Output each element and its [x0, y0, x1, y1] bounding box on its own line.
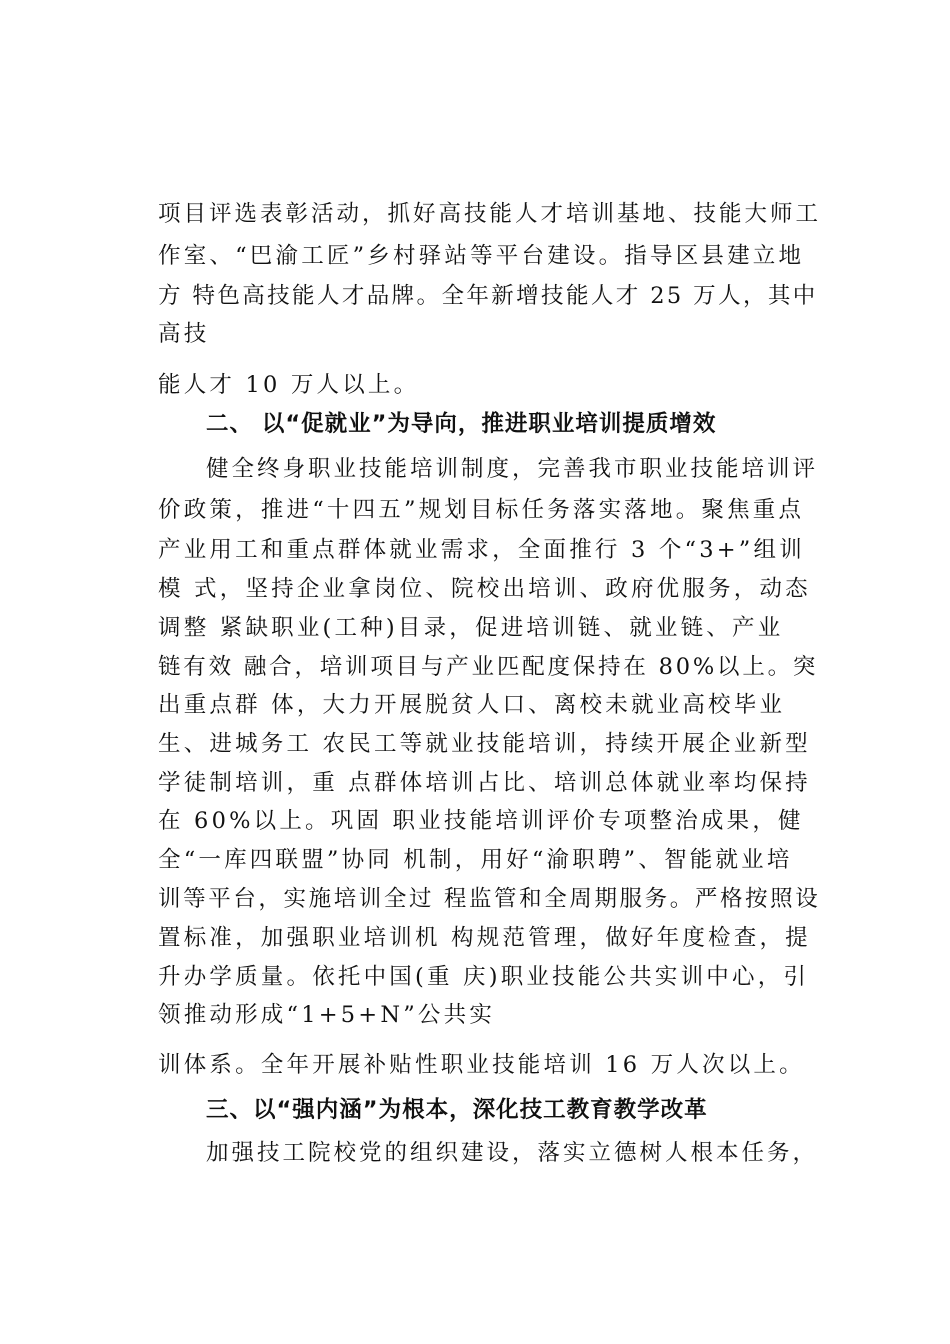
paragraph-2-line-5: 调整 紧缺职业(工种)目录，促进培训链、就业链、产业: [158, 615, 784, 641]
paragraph-2-line-4: 模 式，坚持企业拿岗位、院校出培训、政府优服务，动态: [158, 576, 811, 602]
paragraph-1-line-5: 能人才 10 万人以上。: [158, 372, 420, 398]
paragraph-1-line-3: 方 特色高技能人才品牌。全年新增技能人才 25 万人，其中: [158, 283, 818, 309]
section-heading-3: 三、以“强内涵”为根本，深化技工教育教学改革: [206, 1097, 708, 1123]
paragraph-2-line-11: 全“一库四联盟”协同 机制，用好“渝职聘”、智能就业培: [158, 847, 793, 873]
paragraph-1-line-1: 项目评选表彰活动，抓好高技能人才培训基地、技能大师工: [158, 201, 822, 227]
paragraph-2-line-13: 置标准，加强职业培训机 构规范管理，做好年度检查，提: [158, 925, 811, 951]
paragraph-2-line-10: 在 60%以上。巩固 职业技能培训评价专项整治成果，健: [158, 808, 804, 834]
paragraph-2-line-14: 升办学质量。依托中国(重 庆)职业技能公共实训中心，引: [158, 964, 810, 990]
paragraph-2-line-9: 学徒制培训，重 点群体培训占比、培训总体就业率均保持: [158, 770, 811, 796]
paragraph-2-line-1: 健全终身职业技能培训制度，完善我市职业技能培训评: [206, 456, 819, 482]
paragraph-3-line-1: 加强技工院校党的组织建设，落实立德树人根本任务，: [206, 1140, 819, 1166]
paragraph-2-line-7: 出重点群 体，大力开展脱贫人口、离校未就业高校毕业: [158, 692, 786, 718]
paragraph-2-line-8: 生、进城务工 农民工等就业技能培训，持续开展企业新型: [158, 731, 811, 757]
section-heading-2: 二、 以“促就业”为导向，推进职业培训提质增效: [206, 411, 717, 437]
paragraph-1-line-4: 高技: [158, 321, 210, 347]
paragraph-2-line-2: 价政策，推进“十四五”规划目标任务落实落地。聚焦重点: [158, 497, 805, 523]
paragraph-2-line-16: 训体系。全年开展补贴性职业技能培训 16 万人次以上。: [158, 1052, 805, 1078]
paragraph-2-line-6: 链有效 融合，培训项目与产业匹配度保持在 80%以上。突: [158, 654, 819, 680]
paragraph-2-line-3: 产业用工和重点群体就业需求，全面推行 3 个“3+”组训: [158, 537, 805, 563]
paragraph-1-line-2: 作室、“巴渝工匠”乡村驿站等平台建设。指导区县建立地: [158, 243, 805, 269]
paragraph-2-line-12: 训等平台，实施培训全过 程监管和全周期服务。严格按照设: [158, 886, 821, 912]
paragraph-2-line-15: 领推动形成“1+5+N”公共实: [158, 1002, 496, 1028]
